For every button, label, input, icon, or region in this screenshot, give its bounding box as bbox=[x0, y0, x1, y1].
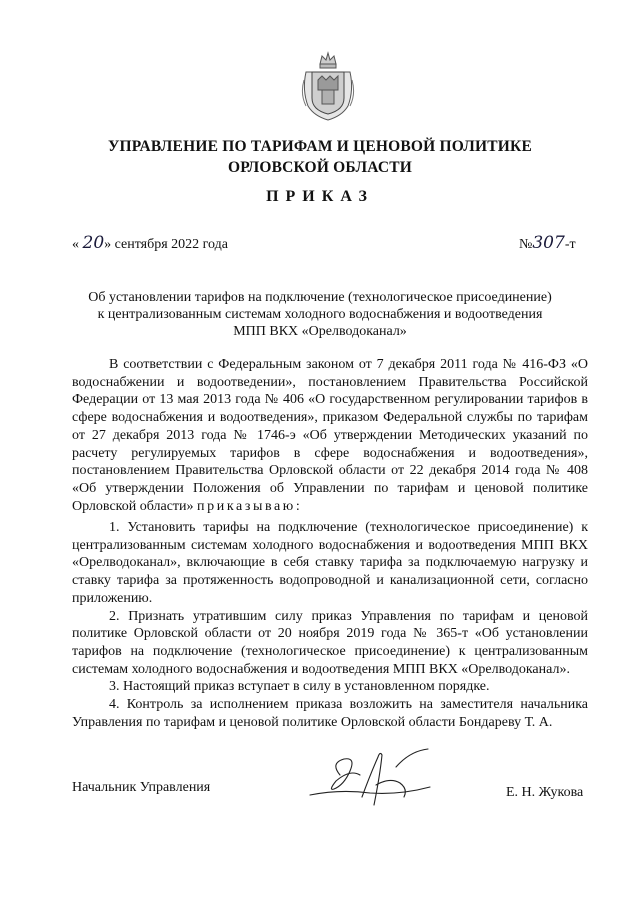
preamble-text: В соответствии с Федеральным законом от 7 декабря 2011 года № 416-ФЗ «О водоснабжении и водоотведении», постановлением Правительства Российской Федерации от 13 мая 2013 года № 406 «О государственном регулировании тарифов в сфере водоснабжения и водоотведения», приказом Федеральной службы по тарифам от 27 декабря 2013 года № 1746-э «Об утверждении Методических указаний по расчету регулируемых тарифов в сфере водоснабжения и водоотведения», постановлением Правительства Орловской области от 22 декабря 2014 года № 408 «Об утверждении Положения об Управлении по тарифам и ценовой политике Орловской области» bbox=[72, 357, 588, 514]
org-title-line1: УПРАВЛЕНИЕ ПО ТАРИФАМ И ЦЕНОВОЙ ПОЛИТИКЕ bbox=[107, 138, 533, 155]
date-month-year: сентября 2022 года bbox=[111, 237, 228, 252]
subject-line: Об установлении тарифов на подключение (технологическое присоединение) bbox=[88, 290, 552, 305]
order-item: 2. Признать утратившим силу приказ Управления по тарифам и ценовой политике Орловской области от 20 ноября 2019 года № 365-т «Об установлении тарифов на подключение (технологическое присоединение) к централизованным системам холодного водоснабжения и водоотведения МПП ВКХ «Орелводоканал». bbox=[72, 608, 588, 677]
document-date bbox=[72, 233, 228, 253]
subject-line: МПП ВКХ «Орелводоканал» bbox=[233, 324, 407, 339]
subject-line: к централизованным системам холодного водоснабжения и водоотведения bbox=[97, 307, 543, 322]
order-item: 3. Настоящий приказ вступает в силу в установленном порядке. bbox=[109, 679, 490, 695]
order-items bbox=[72, 519, 588, 731]
number-sign: № bbox=[519, 237, 533, 252]
preamble-closing: приказываю: bbox=[197, 498, 303, 514]
order-item: 4. Контроль за исполнением приказа возложить на заместителя начальника Управления по тарифам и ценовой политике Орловской области Бондареву Т. А. bbox=[72, 697, 588, 730]
signer-name: Е. Н. Жукова bbox=[506, 785, 584, 800]
handwritten-signature bbox=[300, 745, 450, 815]
date-quote-open: « bbox=[72, 237, 79, 252]
document-subject bbox=[60, 289, 580, 340]
date-quote-close: » bbox=[104, 237, 112, 252]
number-suffix: -т bbox=[564, 237, 576, 252]
number-handwritten: 307 bbox=[532, 233, 565, 253]
org-title-line2: ОРЛОВСКОЙ ОБЛАСТИ bbox=[227, 159, 413, 176]
coat-of-arms-icon bbox=[300, 50, 356, 122]
document-type: ПРИКАЗ bbox=[266, 188, 374, 205]
signer-position: Начальник Управления bbox=[72, 780, 211, 795]
preamble-paragraph bbox=[72, 356, 588, 515]
date-day-handwritten: 20 bbox=[82, 233, 105, 253]
order-item: 1. Установить тарифы на подключение (технологическое присоединение) к централизованным системам холодного водоснабжения и водоотведения МПП ВКХ «Орелводоканал», включающие в себя ставку тарифа за подключаемую нагрузку и ставку тарифа за протяженность водопроводной и канализационной сети, согласно приложению. bbox=[72, 520, 588, 606]
document-number bbox=[519, 233, 576, 253]
